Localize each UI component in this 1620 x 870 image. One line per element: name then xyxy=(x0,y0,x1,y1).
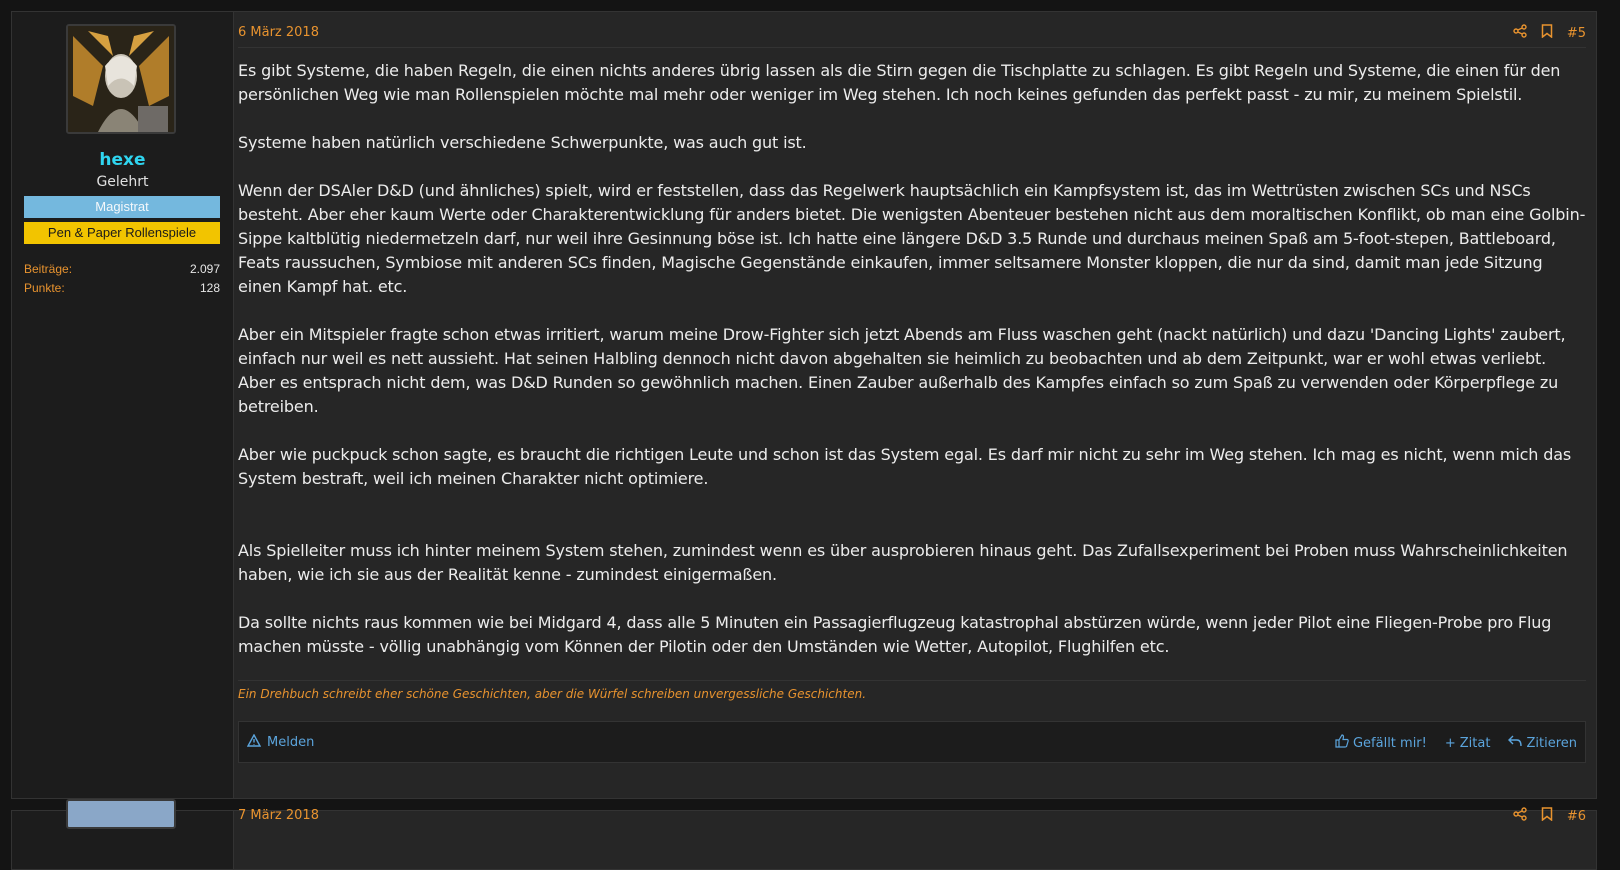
signature-divider xyxy=(238,680,1586,681)
post-actions xyxy=(1513,24,1586,42)
post-actions xyxy=(1513,807,1586,825)
avatar[interactable] xyxy=(66,24,176,134)
paragraph: Da sollte nichts raus kommen wie bei Midgard 4, dass alle 5 Minuten ein Passagierflugzeug katastrophal abstürzen würde, wenn jeder Pilot eine Fliegen-Probe pro Flug machen müsste - völlig unabhängig vom Können der Pilotin oder den Umständen wie Wetter, Autopilot, Flughilfen etc. xyxy=(238,613,1552,656)
post-date[interactable]: 6 März 2018 xyxy=(238,25,319,40)
post-date[interactable]: 7 März 2018 xyxy=(238,808,319,823)
reply-label: Zitieren xyxy=(1526,735,1577,751)
report-button[interactable] xyxy=(247,734,314,751)
user-title: Gelehrt xyxy=(96,174,149,190)
paragraph: Aber ein Mitspieler fragte schon etwas irritiert, warum meine Drow-Fighter sich jetzt Abends am Fluss waschen geht (nackt natürlich) und dazu 'Dancing Lights' zaubert, einfach nur weil es nett aussieht. Hat seinen Halbling dennoch nicht davon abgehalten sie heimlich zu beobachten und ab dem Zeitpunkt, war er wohl etwas verliebt. Aber es entsprach nicht dem, was D&D Runden so gewöhnlich machen. Einen Zauber außerhalb des Kampfes einfach so zum Spaß zu verwenden oder Körperpflege zu betreiben. xyxy=(238,325,1566,416)
user-pane xyxy=(12,811,234,869)
stat-label: Punkte: xyxy=(24,281,65,295)
post-5 xyxy=(11,11,1597,799)
paragraph: Aber wie puckpuck schon sagte, es braucht die richtigen Leute und schon ist das System egal. Es darf mir nicht zu sehr im Weg stehen. Ich mag es nicht, wenn mich das System bestraft, weil ich meinen Charakter nicht optimiere. xyxy=(238,445,1572,488)
like-label: Gefällt mir! xyxy=(1352,735,1427,751)
bookmark-icon[interactable] xyxy=(1541,24,1553,42)
footer-actions xyxy=(1335,734,1577,752)
banner-pen-paper: Pen & Paper Rollenspiele xyxy=(24,222,220,244)
plus-icon: + xyxy=(1444,735,1456,751)
stat-label: Beiträge: xyxy=(24,262,73,276)
username[interactable]: hexe xyxy=(99,150,146,170)
post-body xyxy=(238,59,1586,683)
warning-icon xyxy=(247,734,261,751)
report-label: Melden xyxy=(267,735,315,750)
post-number[interactable]: #6 xyxy=(1566,808,1586,824)
signature: Ein Drehbuch schreibt eher schöne Geschichten, aber die Würfel schreiben unvergessliche Geschichten. xyxy=(238,687,867,701)
share-icon[interactable] xyxy=(1513,807,1527,825)
bookmark-icon[interactable] xyxy=(1541,807,1553,825)
multiquote-label: Zitat xyxy=(1459,735,1491,751)
multiquote-button[interactable] xyxy=(1445,734,1491,752)
paragraph: Wenn der DSAler D&D (und ähnliches) spielt, wird er feststellen, dass das Regelwerk hauptsächlich ein Kampfsystem ist, das im Wettrüsten zwischen SCs und NSCs besteht. Aber eher kaum Werte oder Charakterentwicklung für anders bietet. Die wenigsten Abenteuer bestehen nicht aus dem moraltischen Konflikt, ob man eine Golbin-Sippe kaltblütig niedermetzeln darf, nur weil ihre Gesinnung böse ist. Ich hatte eine längere D&D 3.5 Runde und durchaus meinen Spaß am 5-foot-stepen, Battleboard, Feats raussuchen, Symbiose mit anderen SCs finden, Magische Gegenstände einkaufen, immer seltsamere Monster kloppen, die nur da sind, damit man jede Sitzung einen Kampf hat. etc. xyxy=(238,181,1586,296)
stat-value: 2.097 xyxy=(189,262,220,276)
reply-button[interactable] xyxy=(1508,734,1577,752)
avatar[interactable] xyxy=(66,799,176,829)
like-button[interactable] xyxy=(1335,734,1427,752)
reply-icon xyxy=(1508,735,1522,751)
banner-magistrat: Magistrat xyxy=(24,196,220,218)
post-main xyxy=(238,808,1596,869)
post-6 xyxy=(11,810,1597,870)
post-footer xyxy=(238,721,1586,763)
post-main xyxy=(238,12,1596,798)
stat-value: 128 xyxy=(199,281,220,295)
paragraph: Es gibt Systeme, die haben Regeln, die einen nichts anderes übrig lassen als die Stirn gegen die Tischplatte zu schlagen. Es gibt Regeln und Systeme, die einen für den persönlichen Weg wie man Rollenspielen möchte mal mehr oder weniger im Weg stehen. Ich noch keines gefunden das perfekt passt - zu mir, zu meinem Spielstil. xyxy=(238,61,1561,104)
share-icon[interactable] xyxy=(1513,24,1527,42)
paragraph: Systeme haben natürlich verschiedene Schwerpunkte, was auch gut ist. xyxy=(238,133,807,152)
user-pane xyxy=(12,12,234,798)
paragraph: Als Spielleiter muss ich hinter meinem System stehen, zumindest wenn es über ausprobieren hinaus geht. Das Zufallsexperiment bei Proben muss Wahrscheinlichkeiten haben, wie ich sie aus der Realität kenne - zumindest einigermaßen. xyxy=(238,541,1568,584)
post-number[interactable]: #5 xyxy=(1566,25,1586,41)
thumbs-up-icon xyxy=(1335,734,1349,752)
divider xyxy=(238,47,1586,48)
